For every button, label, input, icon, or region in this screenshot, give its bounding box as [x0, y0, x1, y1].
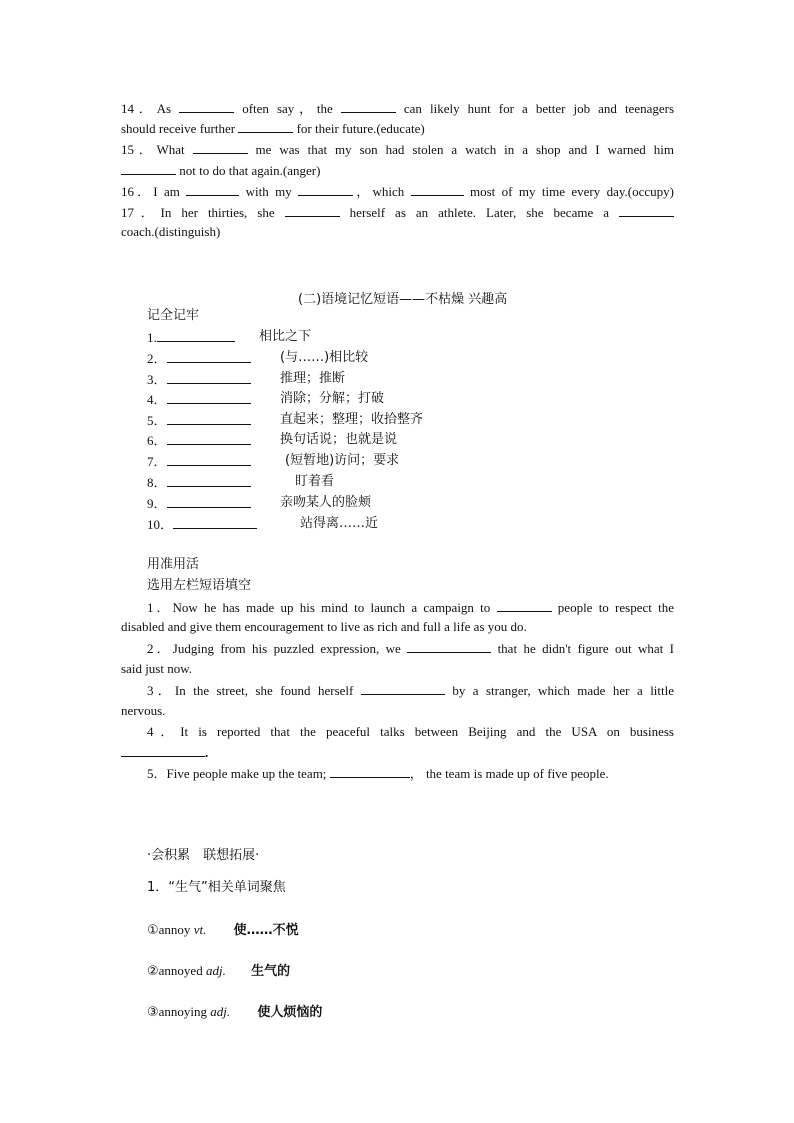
- blank[interactable]: [238, 120, 293, 133]
- blank[interactable]: [330, 765, 410, 778]
- word-entry: ②annoyed adj. 生气的: [147, 963, 291, 979]
- use-subheading: 选用左栏短语填空: [147, 578, 252, 593]
- blank[interactable]: [167, 474, 251, 487]
- exercise-line: .: [121, 744, 208, 761]
- phrase-row: 7． (短暂地)访问；要求: [147, 453, 400, 469]
- exercise-line: 5．Five people make up the team; ， the team is made up of five people.: [147, 766, 609, 781]
- blank[interactable]: [193, 141, 248, 154]
- blank[interactable]: [341, 100, 396, 113]
- phrase-row: 6． 换句话说；也就是说: [147, 432, 398, 448]
- word-entry: ③annoying adj. 使人烦恼的: [147, 1004, 323, 1020]
- exercise-line: said just now.: [121, 661, 193, 676]
- blank[interactable]: [167, 453, 251, 466]
- phrase-row: 1. 相比之下: [147, 329, 312, 345]
- blank[interactable]: [497, 599, 552, 612]
- exercise-line: disabled and give them encouragement to live as rich and full a life as you do.: [121, 619, 527, 634]
- phrase-row: 2． (与……)相比较: [147, 350, 369, 366]
- blank[interactable]: [619, 204, 674, 217]
- exercise-16-line1: 16．I am with my ，which most of my time every day.(occupy): [121, 184, 675, 199]
- blank[interactable]: [298, 183, 353, 196]
- exercise-line: 3．In the street, she found herself by a stranger, which made her a little: [147, 683, 675, 698]
- section-title: (二)语境记忆短语——不枯燥 兴趣高: [298, 292, 508, 307]
- blank[interactable]: [121, 162, 176, 175]
- accumulate-heading: ·会积累 联想拓展·: [147, 848, 260, 863]
- memorize-heading: 记全记牢: [147, 308, 200, 323]
- blank[interactable]: [167, 432, 251, 445]
- exercise-line: 2．Judging from his puzzled expression, we that he didn't figure out what I: [147, 641, 674, 656]
- blank[interactable]: [167, 350, 251, 363]
- blank[interactable]: [179, 100, 234, 113]
- blank[interactable]: [167, 412, 251, 425]
- blank[interactable]: [411, 183, 464, 196]
- exercise-15-line2: not to do that again.(anger): [121, 162, 320, 179]
- phrase-row: 3． 推理；推断: [147, 371, 346, 387]
- blank[interactable]: [186, 183, 239, 196]
- exercise-line: 1．Now he has made up his mind to launch a campaign to people to respect the: [147, 600, 674, 615]
- exercise-17-line1: 17．In her thirties, she herself as an athlete. Later, she became a: [121, 204, 674, 221]
- phrase-row: 4． 消除；分解；打破: [147, 391, 385, 407]
- blank[interactable]: [173, 516, 257, 529]
- phrase-row: 8． 盯着看: [147, 474, 335, 490]
- blank[interactable]: [167, 371, 251, 384]
- blank[interactable]: [285, 204, 340, 217]
- exercise-line: nervous.: [121, 703, 166, 718]
- blank[interactable]: [167, 391, 251, 404]
- use-heading: 用准用活: [147, 557, 200, 572]
- exercise-17-line2: coach.(distinguish): [121, 224, 221, 239]
- blank[interactable]: [121, 744, 205, 757]
- blank[interactable]: [167, 495, 251, 508]
- exercise-15-line1: 15．What me was that my son had stolen a watch in a shop and I warned him: [121, 142, 674, 157]
- blank[interactable]: [157, 329, 235, 342]
- phrase-row: 9． 亲吻某人的脸颊: [147, 495, 372, 511]
- blank[interactable]: [361, 682, 445, 695]
- phrase-row: 10． 站得离……近: [147, 516, 379, 532]
- exercise-line: 4．It is reported that the peaceful talks between Beijing and the USA on business: [147, 724, 674, 739]
- exercise-14-line2: should receive further for their future.(educate): [121, 121, 425, 136]
- blank[interactable]: [407, 640, 491, 653]
- word-focus-heading: 1．“生气”相关单词聚焦: [147, 880, 286, 895]
- exercise-14-line1: 14．As often say，the can likely hunt for a better job and teenagers: [121, 101, 675, 116]
- word-entry: ①annoy vt. 使……不悦: [147, 922, 299, 938]
- phrase-row: 5． 直起来；整理；收拾整齐: [147, 412, 424, 428]
